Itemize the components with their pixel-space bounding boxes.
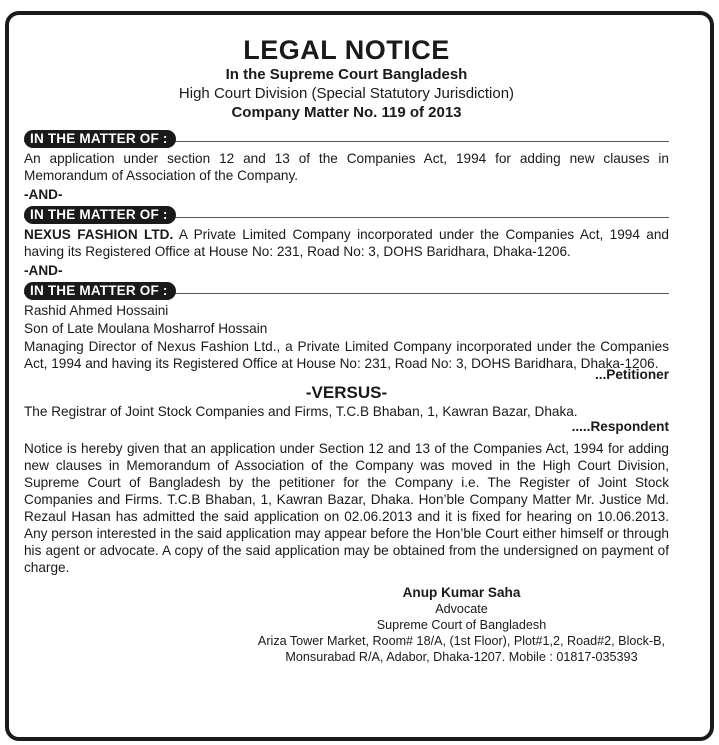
signatory-address-line-1: Ariza Tower Market, Room# 18/A, (1st Floor), Plot#1,2, Road#2, Block-B, bbox=[257, 634, 666, 648]
petitioner-parent: Son of Late Moulana Mosharrof Hossain bbox=[24, 321, 268, 336]
and-separator: -AND- bbox=[24, 187, 63, 202]
matter-2-text bbox=[24, 226, 669, 260]
notice-paragraph: Notice is hereby given that an application under Section 12 and 13 of the Companies Act, 1994 for adding new clauses in Memorandum of Association of the Company was moved in the High Court Division, Supreme Court of Bangladesh by the petitioner for the Company i.e. The Register of Joint Stock Companies and Firms. T.C.B Bhaban, 1, Kawran Bazar, Dhaka. Hon’ble Company Matter Mr. Justice Md. Rezaul Hasan has admitted the said application on 02.06.2013 and it is fixed for hearing on 10.06.2013. Any person interested in the said application may appear before the Hon’ble Court either himself or through his agent or advocate. A copy of the said application may be obtained from the undersigned on payment of charge. bbox=[24, 441, 669, 575]
matter-label: IN THE MATTER OF : bbox=[24, 282, 176, 300]
respondent-label: .....Respondent bbox=[571, 419, 669, 434]
division-name: High Court Division (Special Statutory Jurisdiction) bbox=[178, 85, 515, 102]
company-name: NEXUS FASHION LTD. bbox=[24, 227, 174, 242]
matter-1-text: An application under section 12 and 13 of the Companies Act, 1994 for adding new clauses in Memorandum of Association of the Company. bbox=[24, 151, 669, 183]
signatory-name: Anup Kumar Saha bbox=[402, 585, 521, 600]
petitioner-description: Managing Director of Nexus Fashion Ltd., a Private Limited Company incorporated under the Companies Act, 1994 and having its Registered Office at House No: 231, Road No: 3, DOHS Baridhara, Dhaka-1206. bbox=[24, 339, 669, 371]
and-separator: -AND- bbox=[24, 263, 63, 278]
petitioner-label: ...Petitioner bbox=[594, 367, 669, 382]
notice-title: LEGAL NOTICE bbox=[243, 35, 450, 65]
company-description: A Private Limited Company incorporated under the Companies Act, 1994 and having its Registered Office at House No: 231, Road No: 3, DOHS Baridhara, Dhaka-1206. bbox=[24, 227, 669, 259]
matter-heading-1 bbox=[24, 130, 669, 150]
signature-block bbox=[254, 585, 669, 665]
matter-heading-3 bbox=[24, 282, 669, 302]
signatory-court: Supreme Court of Bangladesh bbox=[376, 618, 547, 632]
petitioner-name: Rashid Ahmed Hossaini bbox=[24, 303, 169, 318]
matter-heading-2 bbox=[24, 206, 669, 226]
signatory-address-line-2: Monsurabad R/A, Adabor, Dhaka-1207. Mobile : 01817-035393 bbox=[285, 650, 638, 664]
notice-frame bbox=[5, 11, 714, 741]
respondent-text: The Registrar of Joint Stock Companies and Firms, T.C.B Bhaban, 1, Kawran Bazar, Dhaka. bbox=[24, 404, 578, 419]
matter-label: IN THE MATTER OF : bbox=[24, 206, 176, 224]
company-matter-number: Company Matter No. 119 of 2013 bbox=[231, 104, 462, 121]
matter-label: IN THE MATTER OF : bbox=[24, 130, 176, 148]
versus-label: -VERSUS- bbox=[305, 383, 388, 402]
signatory-role: Advocate bbox=[435, 602, 488, 616]
court-name: In the Supreme Court Bangladesh bbox=[225, 66, 468, 83]
notice-body bbox=[24, 35, 669, 665]
